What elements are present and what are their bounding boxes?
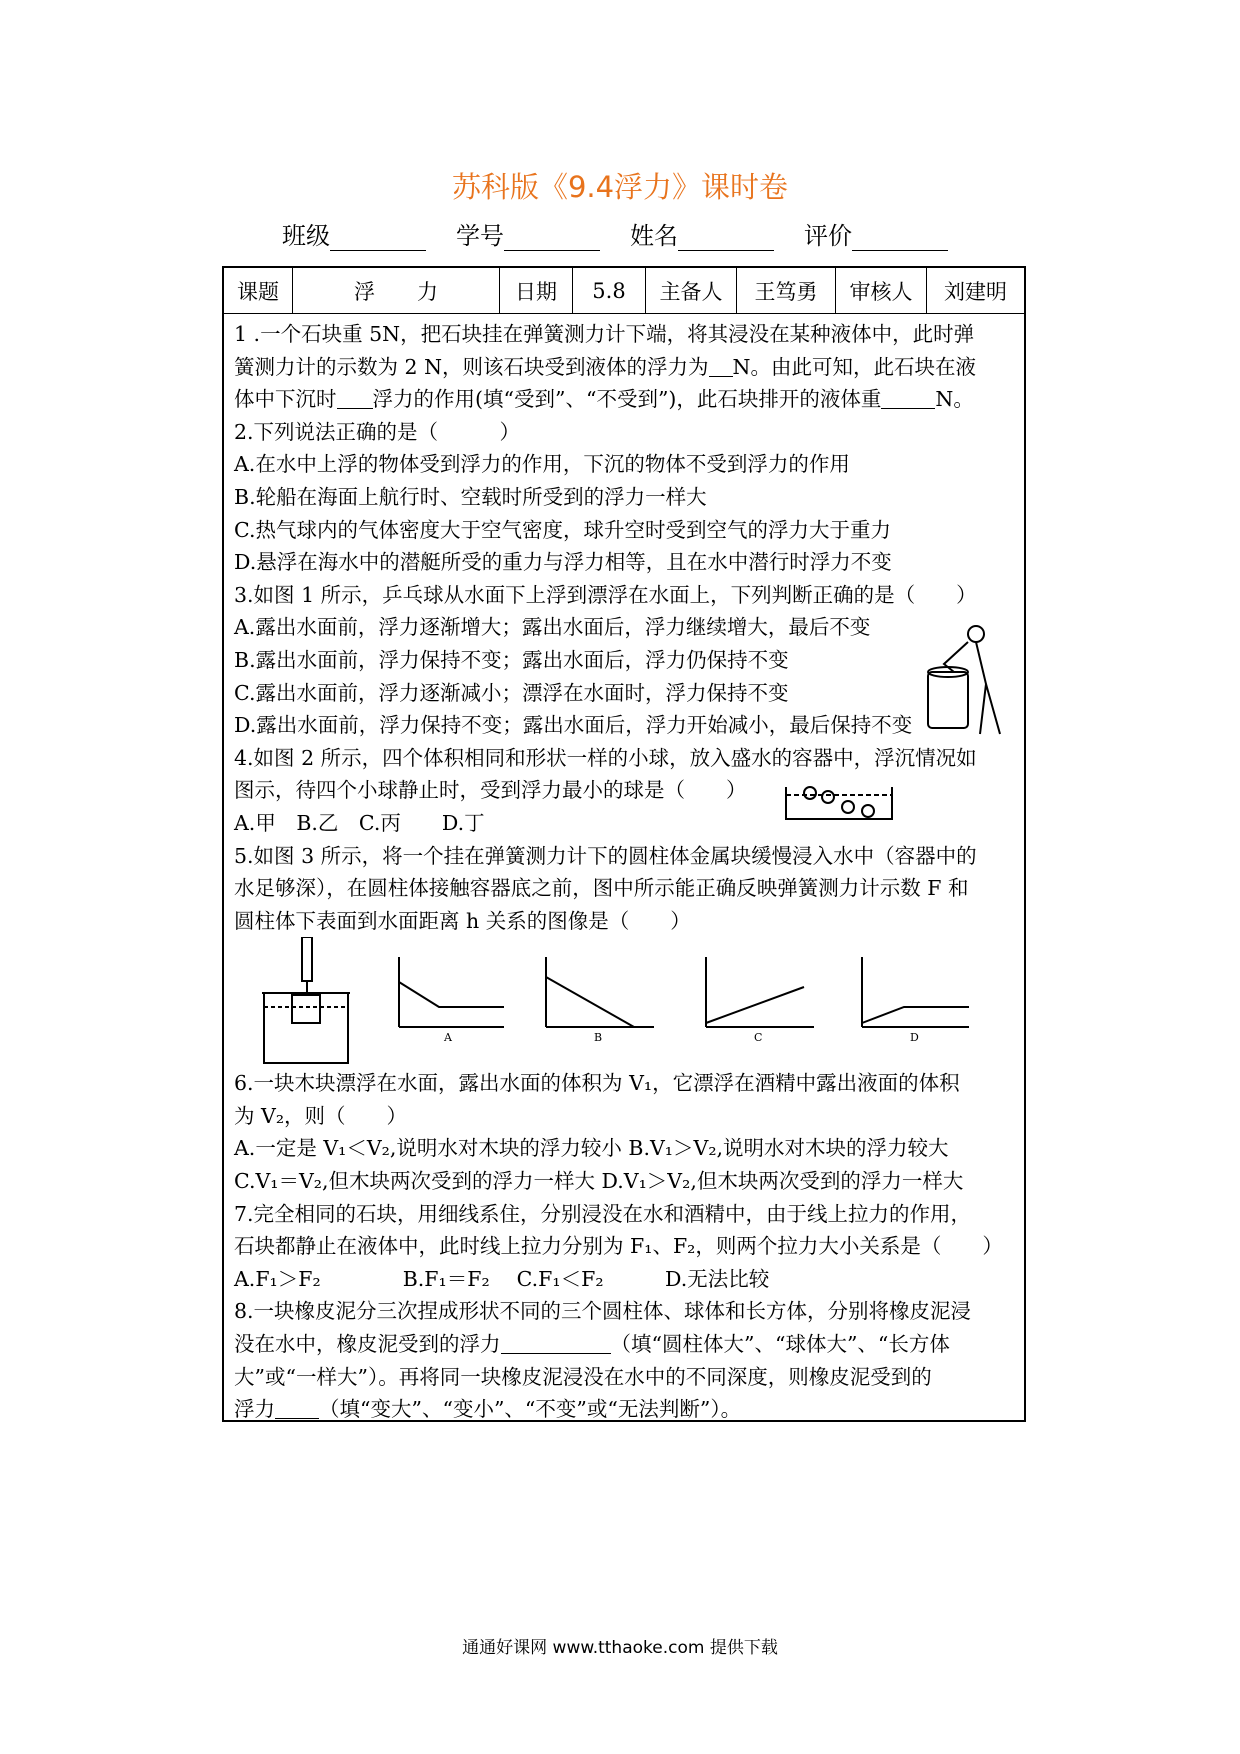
q4-line: 图示，待四个小球静止时，受到浮力最小的球是（ ） <box>234 778 747 803</box>
q7-line: 7.完全相同的石块，用细线系住，分别浸没在水和酒精中，由于线上拉力的作用， <box>234 1201 972 1226</box>
topic-label: 课题 <box>224 268 293 314</box>
q7-options: A.F₁＞F₂ B.F₁＝F₂ C.F₁＜F₂ D.无法比较 <box>234 1266 770 1291</box>
footer-credit: 通通好课网 www.tthaoke.com 提供下载 <box>462 1638 778 1658</box>
q1-line: 簧测力计的示数为 2 N，则该石块受到液体的浮力为 N。由此可知，此石块在液 <box>234 354 976 379</box>
q2-option-b: B.轮船在海面上航行时、空载时所受到的浮力一样大 <box>234 484 707 509</box>
q3-option-b: B.露出水面前，浮力保持不变；露出水面后，浮力仍保持不变 <box>234 647 789 672</box>
q5-figure-svg <box>234 937 1016 1067</box>
figure-2-container-balls-icon <box>784 783 894 823</box>
q5-line: 水足够深），在圆柱体接触容器底之前，图中所示能正确反映弹簧测力计示数 F 和 <box>234 876 969 901</box>
q6-line: 为 V₂，则（ ） <box>234 1103 408 1128</box>
q8-line: 8.一块橡皮泥分三次捏成形状不同的三个圆柱体、球体和长方体，分别将橡皮泥浸 <box>234 1299 972 1324</box>
graph-c-label: C <box>754 1031 763 1045</box>
graph-d-label: D <box>910 1031 919 1045</box>
graph-b-label: B <box>594 1031 603 1045</box>
name-field: 姓名 <box>630 216 774 251</box>
topic-value: 浮 力 <box>293 268 500 314</box>
q2-option-c: C.热气球内的气体密度大于空气密度，球升空时受到空气的浮力大于重力 <box>234 517 891 542</box>
graph-a-label: A <box>444 1031 452 1045</box>
q5-figures <box>234 937 1016 1067</box>
header-table <box>224 268 1024 314</box>
q2-stem: 2.下列说法正确的是（ ） <box>234 419 521 444</box>
eval-field: 评价 <box>804 216 948 251</box>
date-value: 5.8 <box>573 268 646 314</box>
date-label: 日期 <box>500 268 573 314</box>
q2-option-d: D.悬浮在海水中的潜艇所受的重力与浮力相等，且在水中潜行时浮力不变 <box>234 550 892 575</box>
q3-option-a: A.露出水面前，浮力逐渐增大；露出水面后，浮力继续增大，最后不变 <box>234 615 871 640</box>
reviewer-label: 审核人 <box>836 268 927 314</box>
q8-line: 没在水中，橡皮泥受到的浮力 （填“圆柱体大”、“球体大”、“长方体 <box>234 1332 950 1357</box>
q8-line: 浮力 （填“变大”、“变小”、“不变”或“无法判断”）。 <box>234 1397 742 1422</box>
figure-1-person-bucket-icon <box>924 624 1014 744</box>
class-field: 班级 <box>282 216 426 251</box>
graph-c <box>706 957 814 1044</box>
page-title: 苏科版《9.4浮力》课时卷 <box>451 170 789 204</box>
q4-line: 4.如图 2 所示，四个体积相同和形状一样的小球，放入盛水的容器中，浮沉情况如 <box>234 745 977 770</box>
spring-scale-beaker-icon <box>262 937 350 1063</box>
q1-line: 体中下沉时 浮力的作用(填“受到”、“不受到”)，此石块排开的液体重 N。 <box>234 387 974 412</box>
questions <box>234 318 1016 1426</box>
q6-options-cd: C.V₁＝V₂,但木块两次受到的浮力一样大 D.V₁＞V₂,但木块两次受到的浮力一样大 <box>234 1169 964 1194</box>
q3-option-d: D.露出水面前，浮力保持不变；露出水面后，浮力开始减小，最后保持不变 <box>234 713 913 738</box>
worksheet-frame <box>222 266 1026 1422</box>
q4-options: A.甲 B.乙 C.丙 D.丁 <box>234 810 485 835</box>
graph-d <box>862 957 969 1044</box>
q8-line: 大”或“一样大”）。再将同一块橡皮泥浸没在水中的不同深度，则橡皮泥受到的 <box>234 1364 932 1389</box>
q6-options-ab: A.一定是 V₁＜V₂,说明水对木块的浮力较小 B.V₁＞V₂,说明水对木块的浮力较大 <box>234 1136 949 1161</box>
graph-a <box>399 957 504 1044</box>
student-info-line <box>282 216 982 251</box>
q7-line: 石块都静止在液体中，此时线上拉力分别为 F₁、F₂，则两个拉力大小关系是（ ） <box>234 1234 1003 1259</box>
q1-line: 1 .一个石块重 5N，把石块挂在弹簧测力计下端，将其浸没在某种液体中，此时弹 <box>234 322 975 346</box>
q5-line: 5.如图 3 所示，将一个挂在弹簧测力计下的圆柱体金属块缓慢浸入水中（容器中的 <box>234 843 977 868</box>
q3-option-c: C.露出水面前，浮力逐渐减小；漂浮在水面时，浮力保持不变 <box>234 680 789 705</box>
number-field: 学号 <box>456 216 600 251</box>
preparer-value: 王笃勇 <box>737 268 836 314</box>
q3-stem: 3.如图 1 所示，乒乓球从水面下上浮到漂浮在水面上，下列判断正确的是（ ） <box>234 582 977 607</box>
preparer-label: 主备人 <box>646 268 737 314</box>
reviewer-value: 刘建明 <box>927 268 1025 314</box>
q5-line: 圆柱体下表面到水面距离 h 关系的图像是（ ） <box>234 908 691 933</box>
graph-b <box>546 957 654 1044</box>
q6-line: 6.一块木块漂浮在水面，露出水面的体积为 V₁，它漂浮在酒精中露出液面的体积 <box>234 1071 960 1096</box>
q2-option-a: A.在水中上浮的物体受到浮力的作用，下沉的物体不受到浮力的作用 <box>234 452 850 477</box>
